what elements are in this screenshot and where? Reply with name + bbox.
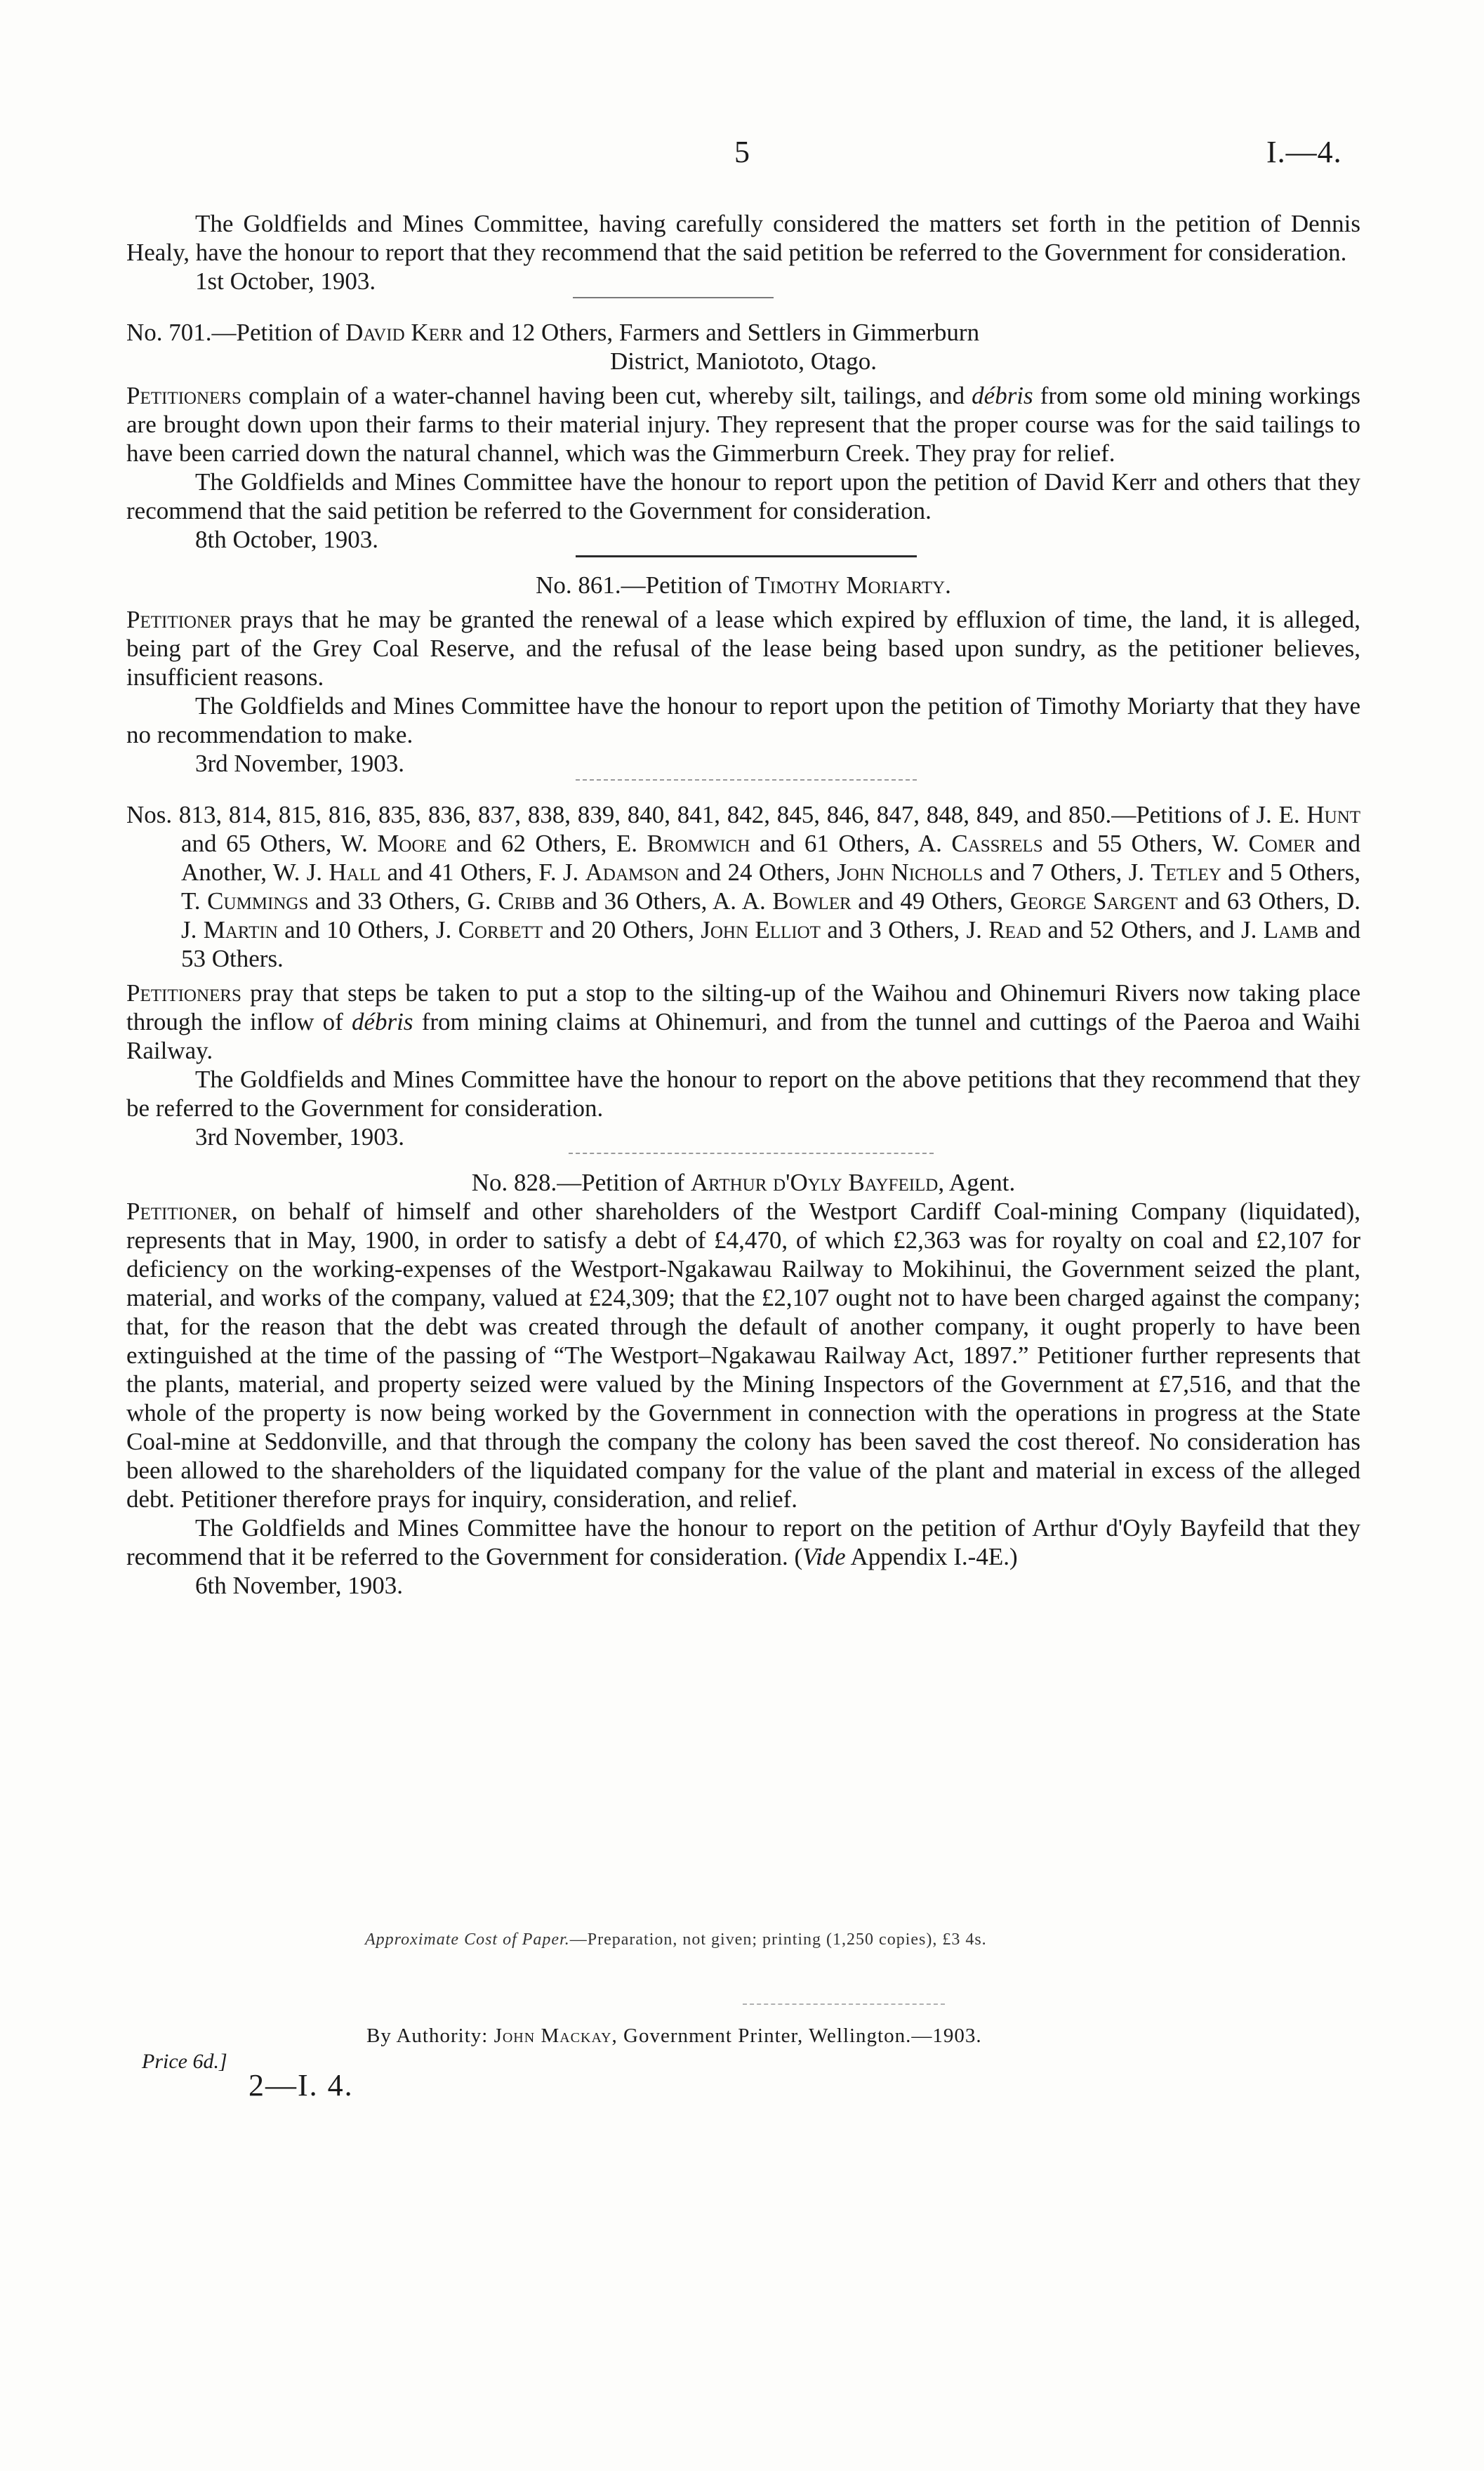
page-header xyxy=(0,135,1484,177)
moriarty-heading: No. 861.—Petition of Timothy Moriarty. xyxy=(536,571,951,599)
section-divider xyxy=(126,554,1360,571)
healy-date: 1st October, 1903. xyxy=(195,267,376,295)
moriarty-date: 3rd November, 1903. xyxy=(195,750,404,777)
waihou-report: The Goldfields and Mines Committee have the honour to report on the above petitions that they recommend that they be referred to the Government for consideration. xyxy=(126,1066,1360,1122)
waihou-petition-body: Petitioners pray that steps be taken to put a stop to the silting-up of the Waihou and Ohinemuri Rivers now taking place through the inflow of débris from mining claims at Ohinemuri, and from the tunnel and cuttings of the Paeroa and Waihi Railway. xyxy=(126,979,1360,1064)
kerr-report: The Goldfields and Mines Committee have the honour to report upon the petition of David Kerr and others that they recommend that the said petition be referred to the Government for consideration. xyxy=(126,468,1360,524)
kerr-heading: No. 701.—Petition of David Kerr and 12 Others, Farmers and Settlers in Gimmerburn xyxy=(126,319,980,346)
moriarty-petition-body: Petitioner prays that he may be granted the renewal of a lease which expired by effluxion of time, the land, it is alleged, being part of the Grey Coal Reserve, and the refusal of the lease being based upon sundry, as the petitioner believes, insufficient reasons. xyxy=(126,606,1360,691)
section-divider xyxy=(126,1151,1360,1168)
bayfeild-report: The Goldfields and Mines Committee have the honour to report on the petition of Arthur d'Oyly Bayfeild that they recommend that it be referred to the Government for consideration. (Vide Appendix I.-4E.) xyxy=(126,1514,1360,1570)
page-content xyxy=(126,209,1360,1600)
section-divider xyxy=(126,296,1360,312)
kerr-heading-line2: District, Maniototo, Otago. xyxy=(609,347,877,375)
kerr-date: 8th October, 1903. xyxy=(195,526,379,553)
bayfeild-petition-body: Petitioner, on behalf of himself and other shareholders of the Westport Cardiff Coal-mining Company (liquidated), represents that in May, 1900, in order to satisfy a debt of £4,470, of which £2,363 was for royalty on coal and £2,107 for deficiency on the working-expenses of the Westport-Ngakawau Railway to Mokihinui, the Government seized the plant, material, and works of the company, valued at £24,309; that the £2,107 ought not to have been charged against the company; that, for the reason that the debt was created through the default of another company, it ought properly to have been extinguished at the time of the passing of “The Westport–Ngakawau Railway Act, 1897.” Petitioner further represents that the plants, material, and property seized were valued by the Mining Inspectors of the Government at £7,516, and that the whole of the property is now being worked by the Government in connection with the operations in progress at the State Coal-mine at Seddonville, and that through the company the colony has been saved the cost thereof. No consideration has been allowed to the shareholders of the liquidated company for the value of the plant and material in excess of the alleged debt. Petitioner therefore prays for inquiry, consideration, and relief. xyxy=(126,1198,1360,1513)
cost-of-paper-note: Approximate Cost of Paper.—Preparation, not given; printing (1,250 copies), £3 4s. xyxy=(365,1930,987,1949)
footer-divider xyxy=(743,2003,945,2005)
moriarty-report: The Goldfields and Mines Committee have the honour to report upon the petition of Timothy Moriarty that they have no recommendation to make. xyxy=(126,692,1360,748)
price-note: Price 6d.] xyxy=(142,2050,227,2073)
healy-report: The Goldfields and Mines Committee, having carefully considered the matters set forth in the petition of Dennis Healy, have the honour to report that they recommend that the said petition be referred to the Government for consideration. xyxy=(126,210,1360,266)
petitioner-name: Timothy Moriarty xyxy=(755,571,946,599)
signature-mark: 2—I. 4. xyxy=(249,2068,354,2102)
bayfeild-heading: No. 828.—Petition of Arthur d'Oyly Bayfeild, Agent. xyxy=(471,1169,1016,1196)
petitioner-name: Arthur d'Oyly Bayfeild xyxy=(690,1169,939,1196)
bayfeild-date: 6th November, 1903. xyxy=(195,1572,404,1599)
paper-reference: I.—4. xyxy=(1266,135,1342,169)
printer-authority: By Authority: John Mackay, Government Printer, Wellington.—1903. xyxy=(366,2025,982,2047)
page-number: 5 xyxy=(734,135,750,169)
petitioner-name: David Kerr xyxy=(345,319,463,346)
section-divider xyxy=(126,778,1360,795)
kerr-petition-body: Petitioners complain of a water-channel having been cut, whereby silt, tailings, and débris from some old mining workings are brought down upon their farms to their material injury. They represent that the proper course was for the said tailings to have been carried down the natural channel, which was the Gimmerburn Creek. They pray for relief. xyxy=(126,382,1360,467)
waihou-heading: Nos. 813, 814, 815, 816, 835, 836, 837, 838, 839, 840, 841, 842, 845, 846, 847, 848, 849, and 850.—Petitions of J. E. Hunt and 65 Others, W. Moore and 62 Others, E. Bromwich and 61 Others, A. Cassrels and 55 Others, W. Comer and Another, W. J. Hall and 41 Others, F. J. Adamson and 24 Others, John Nicholls and 7 Others, J. Tetley and 5 Others, T. Cummings and 33 Others, G. Cribb and 36 Others, A. A. Bowler and 49 Others, George Sargent and 63 Others, D. J. Martin and 10 Others, J. Corbett and 20 Others, John Elliot and 3 Others, J. Read and 52 Others, and J. Lamb and 53 Others. xyxy=(126,801,1361,972)
waihou-date: 3rd November, 1903. xyxy=(195,1123,404,1151)
